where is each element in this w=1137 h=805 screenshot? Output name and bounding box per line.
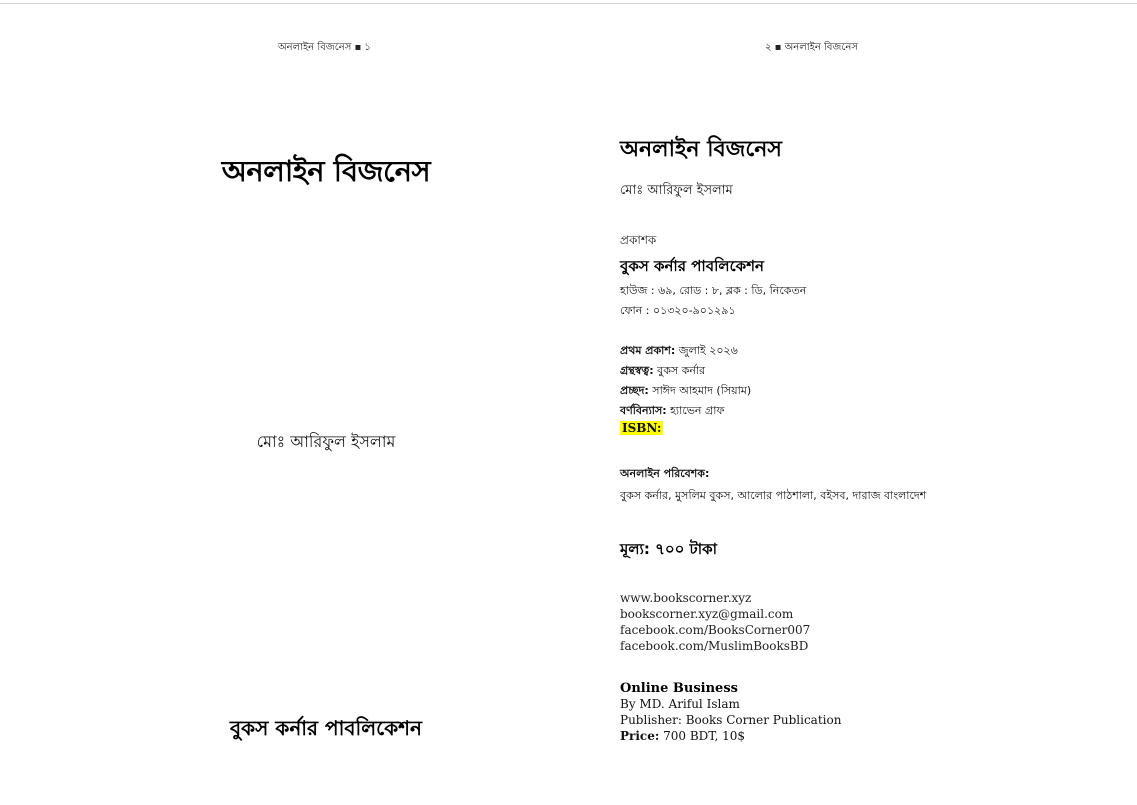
publisher-name: বুকস কর্নার পাবলিকেশন xyxy=(230,716,422,740)
imprint-author: মোঃ আরিফুল ইসলাম xyxy=(620,183,733,198)
author-name: মোঃ আরিফুল ইসলাম xyxy=(256,432,396,451)
book-title: অনলাইন বিজনেস xyxy=(221,154,431,188)
facebook-link-bookscorner[interactable]: facebook.com/BooksCorner007 xyxy=(620,623,811,637)
copyright-value: বুকস কর্নার xyxy=(653,364,706,377)
first-edition-value: জুলাই ২০২৬ xyxy=(675,344,738,357)
copyright-line xyxy=(620,362,705,381)
imprint-publisher-name: বুকস কর্নার পাবলিকেশন xyxy=(620,257,764,275)
imprint-title: অনলাইন বিজনেস xyxy=(620,137,782,162)
typeset-value: হ্যাভেন গ্রাফ xyxy=(666,404,725,417)
english-author: By MD. Ariful Islam xyxy=(620,697,740,711)
typeset-label: বর্ণবিন্যাস: xyxy=(620,404,667,417)
left-page xyxy=(0,4,568,805)
right-running-header: ২ ▪ অনলাইন বিজনেস xyxy=(765,42,858,53)
isbn-label: ISBN: xyxy=(622,421,662,435)
english-publisher: Publisher: Books Corner Publication xyxy=(620,713,842,727)
english-title: Online Business xyxy=(620,681,738,696)
online-distributors-list: বুকস কর্নার, মুসলিম বুকস, আলোর পাঠশালা, বইসব, দারাজ বাংলাদেশ xyxy=(620,489,927,502)
cover-label: প্রচ্ছদ: xyxy=(620,384,649,397)
cover-line xyxy=(620,382,751,401)
publisher-address: হাউজ : ৬৯, রোড : ৮, ব্লক : ডি, নিকেতন xyxy=(620,284,807,297)
right-page xyxy=(568,4,1137,805)
english-price-value: 700 BDT, 10$ xyxy=(659,729,746,743)
typeset-line xyxy=(620,402,724,421)
english-price-label: Price: xyxy=(620,729,660,743)
price-bangla: মূল্য: ৭০০ টাকা xyxy=(620,540,717,558)
left-running-header: অনলাইন বিজনেস ▪ ১ xyxy=(278,42,371,53)
first-edition-label: প্রথম প্রকাশ: xyxy=(620,344,676,357)
online-distributors-label: অনলাইন পরিবেশক: xyxy=(620,467,710,480)
copyright-label: গ্রন্থস্বত্ব: xyxy=(620,364,654,377)
facebook-link-muslimbooks[interactable]: facebook.com/MuslimBooksBD xyxy=(620,639,809,653)
email-link[interactable]: bookscorner.xyz@gmail.com xyxy=(620,607,794,621)
website-link[interactable]: www.bookscorner.xyz xyxy=(620,591,752,605)
english-price xyxy=(620,729,745,743)
cover-value: সাঈদ আহমাদ (সিয়াম) xyxy=(648,384,752,397)
publisher-phone: ফোন : ০১৩২০-৯০১২৯১ xyxy=(620,304,736,317)
first-edition-line xyxy=(620,342,738,361)
publisher-label: প্রকাশক xyxy=(620,233,657,247)
